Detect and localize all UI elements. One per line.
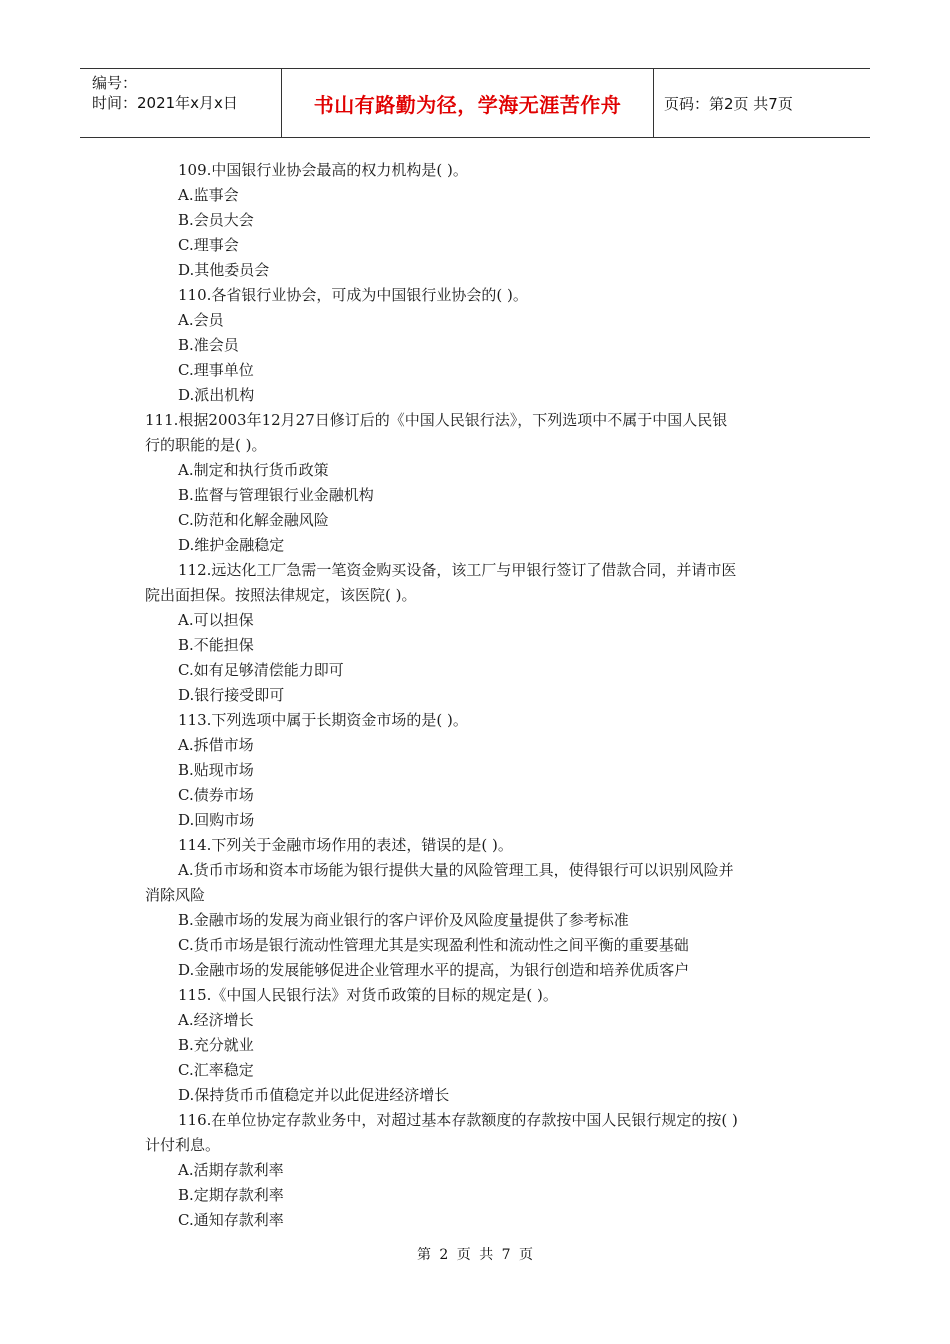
option-line: D.维护金融稳定 [178, 536, 285, 554]
option-line: C.理事会 [178, 236, 239, 254]
option-line: D.银行接受即可 [178, 686, 285, 704]
header-motto: 书山有路勤为径，学海无涯苦作舟 [282, 69, 654, 137]
option-line: A.拆借市场 [178, 736, 254, 754]
question-112-cont: 院出面担保。按照法律规定，该医院( )。 [145, 586, 417, 604]
option-line: C.债券市场 [178, 786, 254, 804]
header-meta [80, 69, 282, 137]
option-line: B.准会员 [178, 336, 239, 354]
option-line: A.经济增长 [178, 1011, 254, 1029]
header-page-info: 页码：第2页 共7页 [664, 94, 793, 113]
option-line: A.制定和执行货币政策 [178, 461, 329, 479]
option-line: D.其他委员会 [178, 261, 270, 279]
question-111-cont: 行的职能的是( )。 [145, 436, 267, 454]
time-label: 时间：2021年x月x日 [92, 94, 238, 112]
option-line: C.如有足够清偿能力即可 [178, 661, 344, 679]
option-line: A.监事会 [178, 186, 239, 204]
question-112: 112.远达化工厂急需一笔资金购买设备，该工厂与甲银行签订了借款合同，并请市医 [178, 561, 737, 579]
question-content [145, 158, 805, 1233]
option-line: A.活期存款利率 [178, 1161, 284, 1179]
option-line: B.监督与管理银行业金融机构 [178, 486, 374, 504]
page-header [80, 68, 870, 138]
option-line: B.定期存款利率 [178, 1186, 284, 1204]
option-line: C.防范和化解金融风险 [178, 511, 329, 529]
question-113: 113.下列选项中属于长期资金市场的是( )。 [178, 711, 468, 729]
option-line: D.金融市场的发展能够促进企业管理水平的提高，为银行创造和培养优质客户 [178, 961, 690, 979]
option-line: D.回购市场 [178, 811, 255, 829]
question-109: 109.中国银行业协会最高的权力机构是( )。 [178, 161, 468, 179]
option-line: B.充分就业 [178, 1036, 254, 1054]
question-111: 111.根据2003年12月27日修订后的《中国人民银行法》，下列选项中不属于中国人民银 [145, 411, 728, 429]
option-line: A.货币市场和资本市场能为银行提供大量的风险管理工具，使得银行可以识别风险并 [178, 861, 734, 879]
page-footer: 第 2 页 共 7 页 [416, 1247, 534, 1263]
option-line: B.贴现市场 [178, 761, 254, 779]
number-label: 编号： [92, 74, 138, 92]
option-line: A.会员 [178, 311, 224, 329]
question-110: 110.各省银行业协会，可成为中国银行业协会的( )。 [178, 286, 528, 304]
option-line: C.通知存款利率 [178, 1211, 284, 1229]
option-line: B.不能担保 [178, 636, 254, 654]
option-line: C.货币市场是银行流动性管理尤其是实现盈利性和流动性之间平衡的重要基础 [178, 936, 689, 954]
option-line: D.保持货币币值稳定并以此促进经济增长 [178, 1086, 450, 1104]
question-116: 116.在单位协定存款业务中，对超过基本存款额度的存款按中国人民银行规定的按( ) [178, 1111, 738, 1129]
question-115: 115.《中国人民银行法》对货币政策的目标的规定是( )。 [178, 986, 558, 1004]
option-line: D.派出机构 [178, 386, 255, 404]
question-114: 114.下列关于金融市场作用的表述，错误的是( )。 [178, 836, 513, 854]
option-line: B.会员大会 [178, 211, 254, 229]
option-line: C.理事单位 [178, 361, 254, 379]
question-116-cont: 计付利息。 [145, 1136, 221, 1154]
option-line: A.可以担保 [178, 611, 254, 629]
option-line: B.金融市场的发展为商业银行的客户评价及风险度量提供了参考标准 [178, 911, 629, 929]
option-line: C.汇率稳定 [178, 1061, 254, 1079]
option-line-cont: 消除风险 [145, 886, 206, 904]
